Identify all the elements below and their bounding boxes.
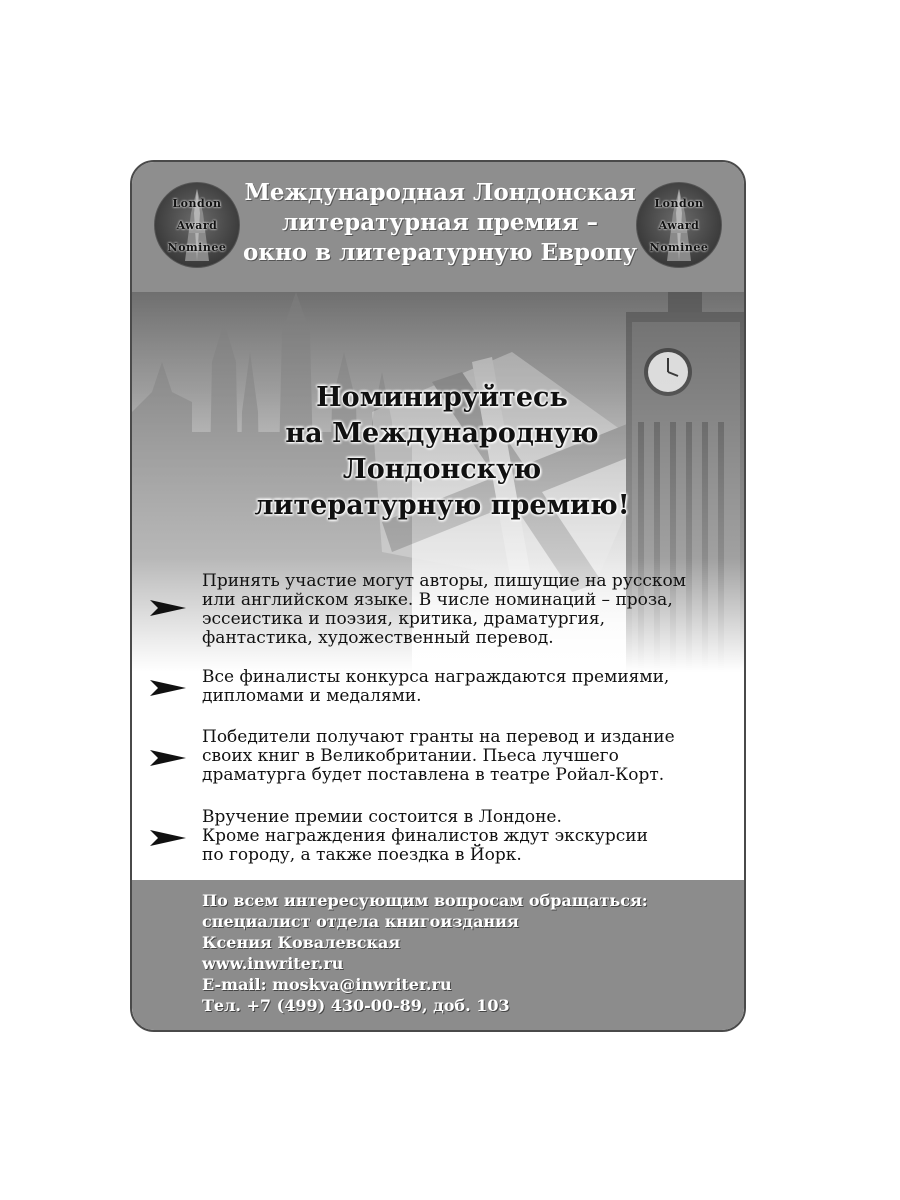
contact-band [132, 880, 744, 1032]
badge-line-london: London [172, 197, 222, 210]
contact-line: По всем интересующим вопросам обращаться: [202, 891, 648, 910]
website-link[interactable]: www.inwriter.ru [202, 954, 344, 973]
contact-info [202, 890, 722, 1016]
bullet-line: Кроме награждения финалистов ждут экскурсии [202, 826, 648, 846]
hero-headline-line: Лондонскую [342, 454, 542, 485]
bullet-line: Вручение премии состоится в Лондоне. [202, 807, 562, 827]
hero-headline [192, 380, 692, 524]
award-badge-right [636, 182, 722, 268]
badge-line-london: London [654, 197, 704, 210]
badge-line-award: Award [176, 219, 218, 232]
hero-headline-line: литературную премию! [254, 490, 630, 521]
contact-line: специалист отдела книгоиздания [202, 912, 519, 931]
hero-headline-line: Номинируйтесь [316, 382, 568, 413]
badge-line-award: Award [658, 219, 700, 232]
bullet-line: драматурга будет поставлена в театре Ройал-Корт. [202, 765, 665, 785]
bullet-text [202, 668, 732, 706]
bullet-line: Победители получают гранты на перевод и издание [202, 727, 675, 747]
bullet-line: по городу, а также поездка в Йорк. [202, 845, 522, 865]
arrow-bullet-icon [150, 750, 186, 766]
hero-headline-line: на Международную [285, 418, 599, 449]
header-title [242, 178, 638, 268]
bullet-text [202, 728, 732, 785]
bullet-text [202, 808, 732, 865]
bullet-line: Принять участие могут авторы, пишущие на русском [202, 571, 686, 591]
arrow-bullet-icon [150, 600, 186, 616]
email-link[interactable]: E-mail: moskva@inwriter.ru [202, 975, 452, 994]
badge-line-nominee: Nominee [167, 241, 227, 254]
header-title-line: Международная Лондонская [244, 179, 636, 206]
bullet-line: фантастика, художественный перевод. [202, 628, 554, 648]
flyer-card [130, 160, 746, 1032]
bullet-line: дипломами и медалями. [202, 686, 422, 706]
arrow-bullet-icon [150, 830, 186, 846]
bullet-line: или английском языке. В числе номинаций – проза, [202, 590, 673, 610]
bullet-text [202, 572, 732, 648]
phone-number: Тел. +7 (499) 430-00-89, доб. 103 [202, 996, 510, 1015]
bullet-line: Все финалисты конкурса награждаются премиями, [202, 667, 670, 687]
header-title-line: литературная премия – [281, 209, 599, 236]
bullet-line: эссеистика и поэзия, критика, драматургия, [202, 609, 605, 629]
contact-person: Ксения Ковалевская [202, 933, 401, 952]
arrow-bullet-icon [150, 680, 186, 696]
award-badge-left [154, 182, 240, 268]
bullet-line: своих книг в Великобритании. Пьеса лучшего [202, 746, 619, 766]
badge-line-nominee: Nominee [649, 241, 709, 254]
header-title-line: окно в литературную Европу [243, 239, 637, 266]
header-band [132, 162, 744, 292]
